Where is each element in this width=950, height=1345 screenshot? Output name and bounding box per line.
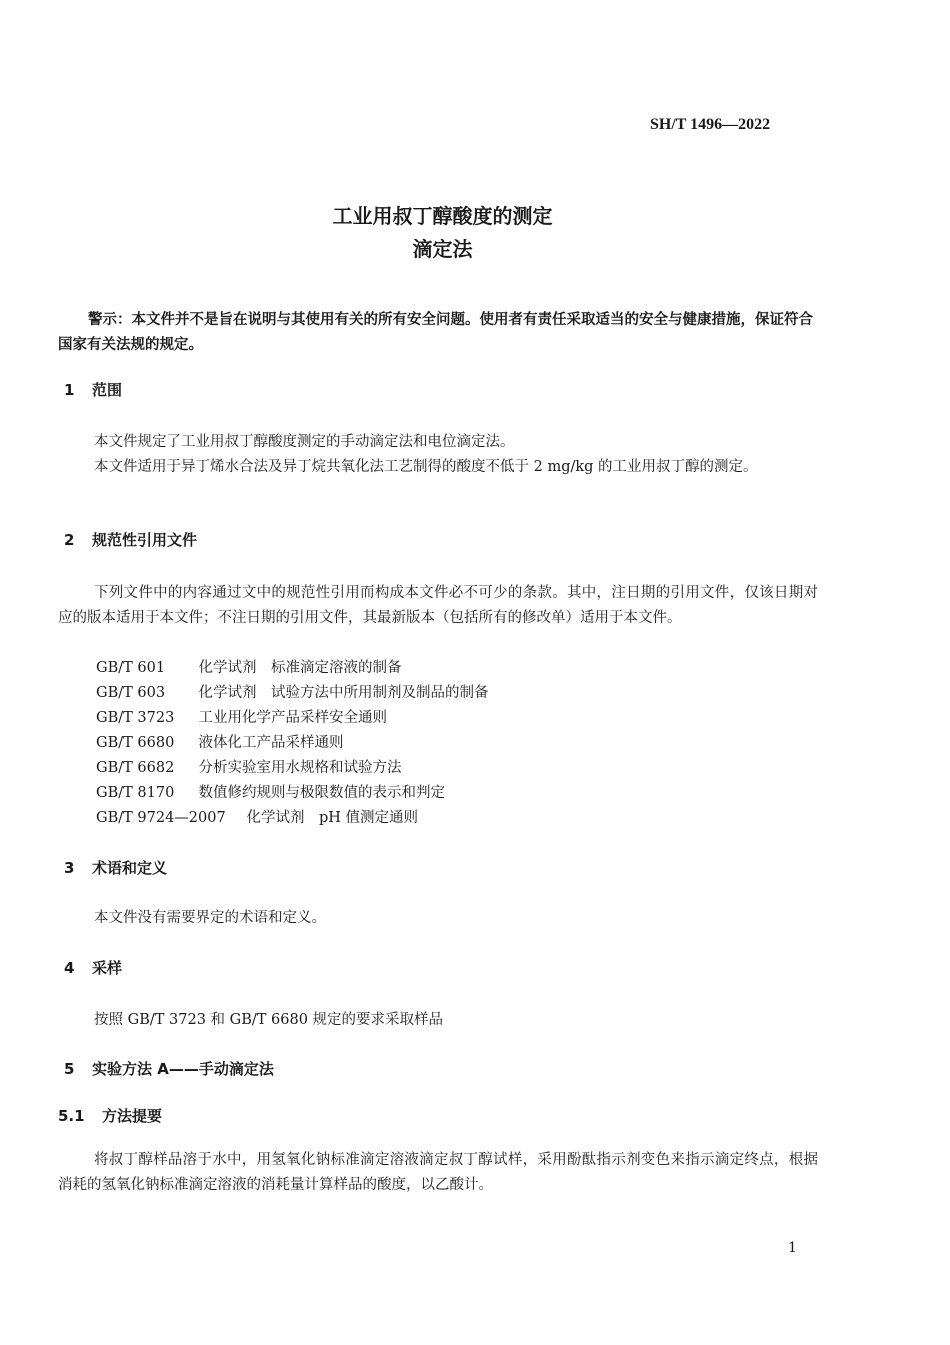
standard-number: SH/T 1496—2022 (650, 116, 771, 133)
section-2-title: 规范性引用文件 (92, 531, 198, 549)
reference-title: 液体化工产品采样通则 (198, 735, 344, 751)
section-2-number: 2 (64, 531, 75, 549)
section-5-number: 5 (64, 1060, 75, 1078)
section-2-heading (64, 529, 197, 550)
section-3-number: 3 (64, 859, 75, 877)
reference-code: GB/T 9724—2007 (96, 810, 226, 826)
page-number: 1 (788, 1240, 797, 1256)
reference-item (96, 731, 489, 756)
subsection-5-1-paragraph: 将叔丁醇样品溶于水中，用氢氧化钠标准滴定溶液滴定叔丁醇试样，采用酚酞指示剂变色来指示滴定终点，根据消耗的氢氧化钠标准滴定溶液的消耗量计算样品的酸度，以乙酸计。 (58, 1152, 818, 1193)
reference-code: GB/T 601 (96, 660, 166, 676)
reference-item (96, 781, 489, 806)
reference-code: GB/T 8170 (96, 785, 175, 801)
reference-title: 数值修约规则与极限数值的表示和判定 (198, 785, 445, 801)
reference-title: 分析实验室用水规格和试验方法 (198, 760, 402, 776)
reference-code: GB/T 3723 (96, 710, 175, 726)
section-3-paragraph: 本文件没有需要界定的术语和定义。 (94, 910, 326, 926)
document-subtitle: 滴定法 (412, 237, 473, 261)
reference-code: GB/T 6680 (96, 735, 175, 751)
subsection-5-1-title: 方法提要 (102, 1107, 163, 1125)
reference-title: 化学试剂 pH 值测定通则 (246, 810, 419, 826)
reference-item (96, 656, 489, 681)
section-4-paragraph: 按照 GB/T 3723 和 GB/T 6680 规定的要求采取样品 (94, 1012, 444, 1028)
section-1-title: 范围 (92, 381, 123, 399)
subsection-5-1-number: 5.1 (58, 1107, 85, 1125)
reference-item (96, 681, 489, 706)
section-3-heading (64, 857, 167, 878)
reference-list (96, 656, 489, 831)
section-1-paragraph-1: 本文件规定了工业用叔丁醇酸度测定的手动滴定法和电位滴定法。 (94, 434, 515, 450)
reference-item (96, 806, 489, 831)
reference-code: GB/T 603 (96, 685, 166, 701)
section-2-intro: 下列文件中的内容通过文中的规范性引用而构成本文件必不可少的条款。其中，注日期的引用文件，仅该日期对应的版本适用于本文件；不注日期的引用文件，其最新版本（包括所有的修改单）适用于本文件。 (58, 585, 818, 626)
section-4-title: 采样 (92, 959, 123, 977)
warning-notice: 警示：本文件并不是旨在说明与其使用有关的所有安全问题。使用者有责任采取适当的安全与健康措施，保证符合国家有关法规的规定。 (58, 312, 813, 353)
reference-code: GB/T 6682 (96, 760, 175, 776)
section-1-heading (64, 379, 122, 400)
section-5-title: 实验方法 A——手动滴定法 (92, 1060, 274, 1078)
reference-title: 化学试剂 试验方法中所用制剂及制品的制备 (198, 685, 489, 701)
subsection-5-1-heading (58, 1105, 162, 1126)
reference-item (96, 756, 489, 781)
section-1-number: 1 (64, 381, 75, 399)
reference-item (96, 706, 489, 731)
reference-title: 化学试剂 标准滴定溶液的制备 (198, 660, 402, 676)
section-4-number: 4 (64, 959, 75, 977)
section-5-heading (64, 1058, 274, 1079)
document-title: 工业用叔丁醇酸度的测定 (332, 204, 553, 228)
reference-title: 工业用化学产品采样安全通则 (198, 710, 387, 726)
section-3-title: 术语和定义 (92, 859, 168, 877)
section-4-heading (64, 957, 122, 978)
section-1-paragraph-2: 本文件适用于异丁烯水合法及异丁烷共氧化法工艺制得的酸度不低于 2 mg/kg 的工业用叔丁醇的测定。 (94, 459, 758, 475)
